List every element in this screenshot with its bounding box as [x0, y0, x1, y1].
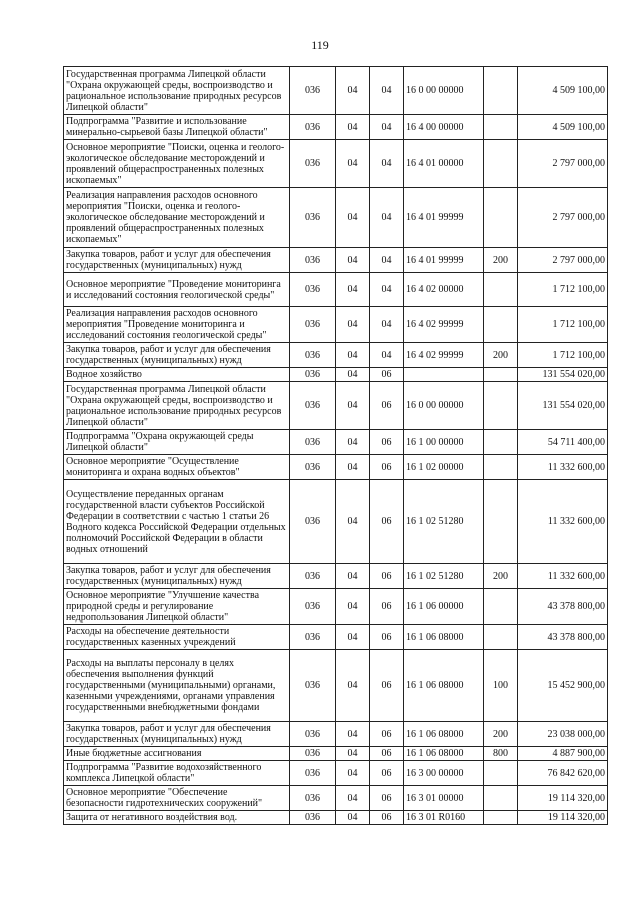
row-section-code: 04 — [336, 430, 370, 455]
row-amount: 19 114 320,00 — [518, 811, 608, 825]
row-amount: 2 797 000,00 — [518, 140, 608, 188]
row-section-code: 04 — [336, 343, 370, 368]
row-grbs-code: 036 — [290, 625, 336, 650]
budget-table — [63, 66, 608, 825]
row-target-article: 16 4 02 99999 — [404, 307, 484, 343]
row-expense-type — [484, 67, 518, 115]
row-expense-type: 800 — [484, 747, 518, 761]
row-expense-type — [484, 307, 518, 343]
row-expense-type: 200 — [484, 343, 518, 368]
row-subsection-code: 06 — [370, 564, 404, 589]
row-section-code: 04 — [336, 368, 370, 382]
row-name: Основное мероприятие "Поиски, оценка и геолого-экологическое обследование месторождений и проявлений общераспространенных полезных ископаемых" — [64, 140, 290, 188]
row-section-code: 04 — [336, 625, 370, 650]
row-grbs-code: 036 — [290, 761, 336, 786]
row-target-article: 16 1 06 08000 — [404, 650, 484, 722]
row-name: Основное мероприятие "Улучшение качества природной среды и регулирование недропользования Липецкой области" — [64, 589, 290, 625]
row-subsection-code: 06 — [370, 382, 404, 430]
row-grbs-code: 036 — [290, 307, 336, 343]
row-subsection-code: 06 — [370, 480, 404, 564]
row-subsection-code: 04 — [370, 67, 404, 115]
row-target-article: 16 1 06 08000 — [404, 625, 484, 650]
row-expense-type — [484, 430, 518, 455]
row-section-code: 04 — [336, 761, 370, 786]
row-target-article: 16 1 02 00000 — [404, 455, 484, 480]
row-grbs-code: 036 — [290, 455, 336, 480]
row-expense-type — [484, 589, 518, 625]
row-grbs-code: 036 — [290, 430, 336, 455]
row-grbs-code: 036 — [290, 722, 336, 747]
row-amount: 1 712 100,00 — [518, 273, 608, 307]
table-row — [64, 273, 608, 307]
row-target-article: 16 4 02 00000 — [404, 273, 484, 307]
row-expense-type — [484, 368, 518, 382]
table-body — [64, 67, 608, 825]
row-section-code: 04 — [336, 722, 370, 747]
row-target-article: 16 3 01 R0160 — [404, 811, 484, 825]
row-name: Закупка товаров, работ и услуг для обеспечения государственных (муниципальных) нужд — [64, 343, 290, 368]
row-subsection-code: 04 — [370, 273, 404, 307]
row-subsection-code: 06 — [370, 650, 404, 722]
row-amount: 11 332 600,00 — [518, 480, 608, 564]
row-target-article: 16 1 06 08000 — [404, 722, 484, 747]
table-row — [64, 564, 608, 589]
row-subsection-code: 06 — [370, 368, 404, 382]
row-section-code: 04 — [336, 786, 370, 811]
row-amount: 23 038 000,00 — [518, 722, 608, 747]
row-target-article — [404, 368, 484, 382]
row-amount: 11 332 600,00 — [518, 564, 608, 589]
row-subsection-code: 04 — [370, 115, 404, 140]
row-expense-type: 200 — [484, 722, 518, 747]
table-row — [64, 307, 608, 343]
row-name: Подпрограмма "Охрана окружающей среды Липецкой области" — [64, 430, 290, 455]
row-target-article: 16 0 00 00000 — [404, 67, 484, 115]
row-expense-type — [484, 273, 518, 307]
row-subsection-code: 06 — [370, 589, 404, 625]
row-amount: 2 797 000,00 — [518, 248, 608, 273]
row-name: Закупка товаров, работ и услуг для обеспечения государственных (муниципальных) нужд — [64, 564, 290, 589]
row-expense-type: 200 — [484, 248, 518, 273]
row-grbs-code: 036 — [290, 480, 336, 564]
row-expense-type — [484, 140, 518, 188]
row-subsection-code: 06 — [370, 430, 404, 455]
row-amount: 76 842 620,00 — [518, 761, 608, 786]
row-amount: 131 554 020,00 — [518, 368, 608, 382]
row-expense-type — [484, 455, 518, 480]
row-section-code: 04 — [336, 589, 370, 625]
row-name: Подпрограмма "Развитие водохозяйственного комплекса Липецкой области" — [64, 761, 290, 786]
row-amount: 131 554 020,00 — [518, 382, 608, 430]
row-target-article: 16 1 06 00000 — [404, 589, 484, 625]
row-subsection-code: 06 — [370, 811, 404, 825]
row-grbs-code: 036 — [290, 343, 336, 368]
row-subsection-code: 04 — [370, 188, 404, 248]
row-target-article: 16 4 01 99999 — [404, 188, 484, 248]
table-row — [64, 343, 608, 368]
row-name: Защита от негативного воздействия вод. — [64, 811, 290, 825]
row-name: Основное мероприятие "Проведение мониторинга и исследований состояния геологической среды" — [64, 273, 290, 307]
row-grbs-code: 036 — [290, 382, 336, 430]
row-name: Основное мероприятие "Осуществление мониторинга и охрана водных объектов" — [64, 455, 290, 480]
row-grbs-code: 036 — [290, 67, 336, 115]
row-target-article: 16 1 02 51280 — [404, 480, 484, 564]
row-name: Государственная программа Липецкой области "Охрана окружающей среды, воспроизводство и рациональное использование природных ресурсов Липецкой области" — [64, 382, 290, 430]
row-amount: 1 712 100,00 — [518, 343, 608, 368]
row-subsection-code: 06 — [370, 761, 404, 786]
row-target-article: 16 1 00 00000 — [404, 430, 484, 455]
row-amount: 15 452 900,00 — [518, 650, 608, 722]
row-subsection-code: 06 — [370, 625, 404, 650]
row-subsection-code: 04 — [370, 343, 404, 368]
row-amount: 19 114 320,00 — [518, 786, 608, 811]
row-target-article: 16 1 02 51280 — [404, 564, 484, 589]
row-expense-type — [484, 625, 518, 650]
table-row — [64, 188, 608, 248]
row-grbs-code: 036 — [290, 811, 336, 825]
row-amount: 4 509 100,00 — [518, 67, 608, 115]
table-row — [64, 430, 608, 455]
row-subsection-code: 06 — [370, 722, 404, 747]
table-row — [64, 625, 608, 650]
row-grbs-code: 036 — [290, 273, 336, 307]
row-grbs-code: 036 — [290, 650, 336, 722]
row-section-code: 04 — [336, 455, 370, 480]
table-row — [64, 455, 608, 480]
row-expense-type: 200 — [484, 564, 518, 589]
row-target-article: 16 1 06 08000 — [404, 747, 484, 761]
row-name: Закупка товаров, работ и услуг для обеспечения государственных (муниципальных) нужд — [64, 722, 290, 747]
row-grbs-code: 036 — [290, 564, 336, 589]
row-target-article: 16 4 02 99999 — [404, 343, 484, 368]
table-row — [64, 248, 608, 273]
row-name: Основное мероприятие "Обеспечение безопасности гидротехнических сооружений" — [64, 786, 290, 811]
row-amount: 4 509 100,00 — [518, 115, 608, 140]
row-section-code: 04 — [336, 248, 370, 273]
row-amount: 43 378 800,00 — [518, 589, 608, 625]
row-name: Иные бюджетные ассигнования — [64, 747, 290, 761]
row-target-article: 16 4 00 00000 — [404, 115, 484, 140]
row-subsection-code: 04 — [370, 248, 404, 273]
row-amount: 43 378 800,00 — [518, 625, 608, 650]
row-name: Закупка товаров, работ и услуг для обеспечения государственных (муниципальных) нужд — [64, 248, 290, 273]
row-section-code: 04 — [336, 307, 370, 343]
row-name: Реализация направления расходов основного мероприятия "Поиски, оценка и геолого-экологическое обследование месторождений и проявлений общераспространенных полезных ископаемых" — [64, 188, 290, 248]
row-section-code: 04 — [336, 115, 370, 140]
table-row — [64, 382, 608, 430]
row-grbs-code: 036 — [290, 248, 336, 273]
table-row — [64, 811, 608, 825]
row-section-code: 04 — [336, 67, 370, 115]
row-grbs-code: 036 — [290, 589, 336, 625]
row-section-code: 04 — [336, 747, 370, 761]
row-name: Водное хозяйство — [64, 368, 290, 382]
table-row — [64, 786, 608, 811]
row-expense-type — [484, 811, 518, 825]
row-subsection-code: 06 — [370, 455, 404, 480]
table-row — [64, 115, 608, 140]
row-section-code: 04 — [336, 811, 370, 825]
row-grbs-code: 036 — [290, 368, 336, 382]
row-name: Расходы на выплаты персоналу в целях обеспечения выполнения функций государственными (муниципальными) органами, казенными учреждениями, органами управления государственными внебюджетными фондами — [64, 650, 290, 722]
row-name: Государственная программа Липецкой области "Охрана окружающей среды, воспроизводство и рациональное использование природных ресурсов Липецкой области" — [64, 67, 290, 115]
row-name: Осуществление переданных органам государственной власти субъектов Российской Федерации в соответствии с частью 1 статьи 26 Водного кодекса Российской Федерации отдельных полномочий Российской Федерации в области водных отношений — [64, 480, 290, 564]
table-row — [64, 480, 608, 564]
row-section-code: 04 — [336, 480, 370, 564]
row-expense-type — [484, 761, 518, 786]
row-section-code: 04 — [336, 140, 370, 188]
row-name: Подпрограмма "Развитие и использование минерально-сырьевой базы Липецкой области" — [64, 115, 290, 140]
row-subsection-code: 06 — [370, 747, 404, 761]
row-grbs-code: 036 — [290, 115, 336, 140]
row-grbs-code: 036 — [290, 188, 336, 248]
table-row — [64, 761, 608, 786]
row-amount: 1 712 100,00 — [518, 307, 608, 343]
page-number: 119 — [311, 38, 329, 52]
row-section-code: 04 — [336, 564, 370, 589]
row-target-article: 16 4 01 00000 — [404, 140, 484, 188]
row-subsection-code: 06 — [370, 786, 404, 811]
row-section-code: 04 — [336, 188, 370, 248]
row-grbs-code: 036 — [290, 140, 336, 188]
row-expense-type — [484, 188, 518, 248]
row-subsection-code: 04 — [370, 307, 404, 343]
row-expense-type — [484, 786, 518, 811]
row-expense-type: 100 — [484, 650, 518, 722]
table-row — [64, 722, 608, 747]
row-amount: 54 711 400,00 — [518, 430, 608, 455]
row-target-article: 16 0 00 00000 — [404, 382, 484, 430]
row-amount: 2 797 000,00 — [518, 188, 608, 248]
row-section-code: 04 — [336, 382, 370, 430]
table-row — [64, 747, 608, 761]
table-row — [64, 140, 608, 188]
row-grbs-code: 036 — [290, 747, 336, 761]
row-target-article: 16 3 00 00000 — [404, 761, 484, 786]
row-amount: 4 887 900,00 — [518, 747, 608, 761]
row-amount: 11 332 600,00 — [518, 455, 608, 480]
table-row — [64, 368, 608, 382]
row-name: Реализация направления расходов основного мероприятия "Проведение мониторинга и исследований состояния геологической среды" — [64, 307, 290, 343]
row-target-article: 16 3 01 00000 — [404, 786, 484, 811]
row-section-code: 04 — [336, 273, 370, 307]
row-expense-type — [484, 115, 518, 140]
row-grbs-code: 036 — [290, 786, 336, 811]
row-target-article: 16 4 01 99999 — [404, 248, 484, 273]
table-row — [64, 650, 608, 722]
row-name: Расходы на обеспечение деятельности государственных казенных учреждений — [64, 625, 290, 650]
table-row — [64, 589, 608, 625]
row-subsection-code: 04 — [370, 140, 404, 188]
row-expense-type — [484, 382, 518, 430]
row-section-code: 04 — [336, 650, 370, 722]
row-expense-type — [484, 480, 518, 564]
table-row — [64, 67, 608, 115]
